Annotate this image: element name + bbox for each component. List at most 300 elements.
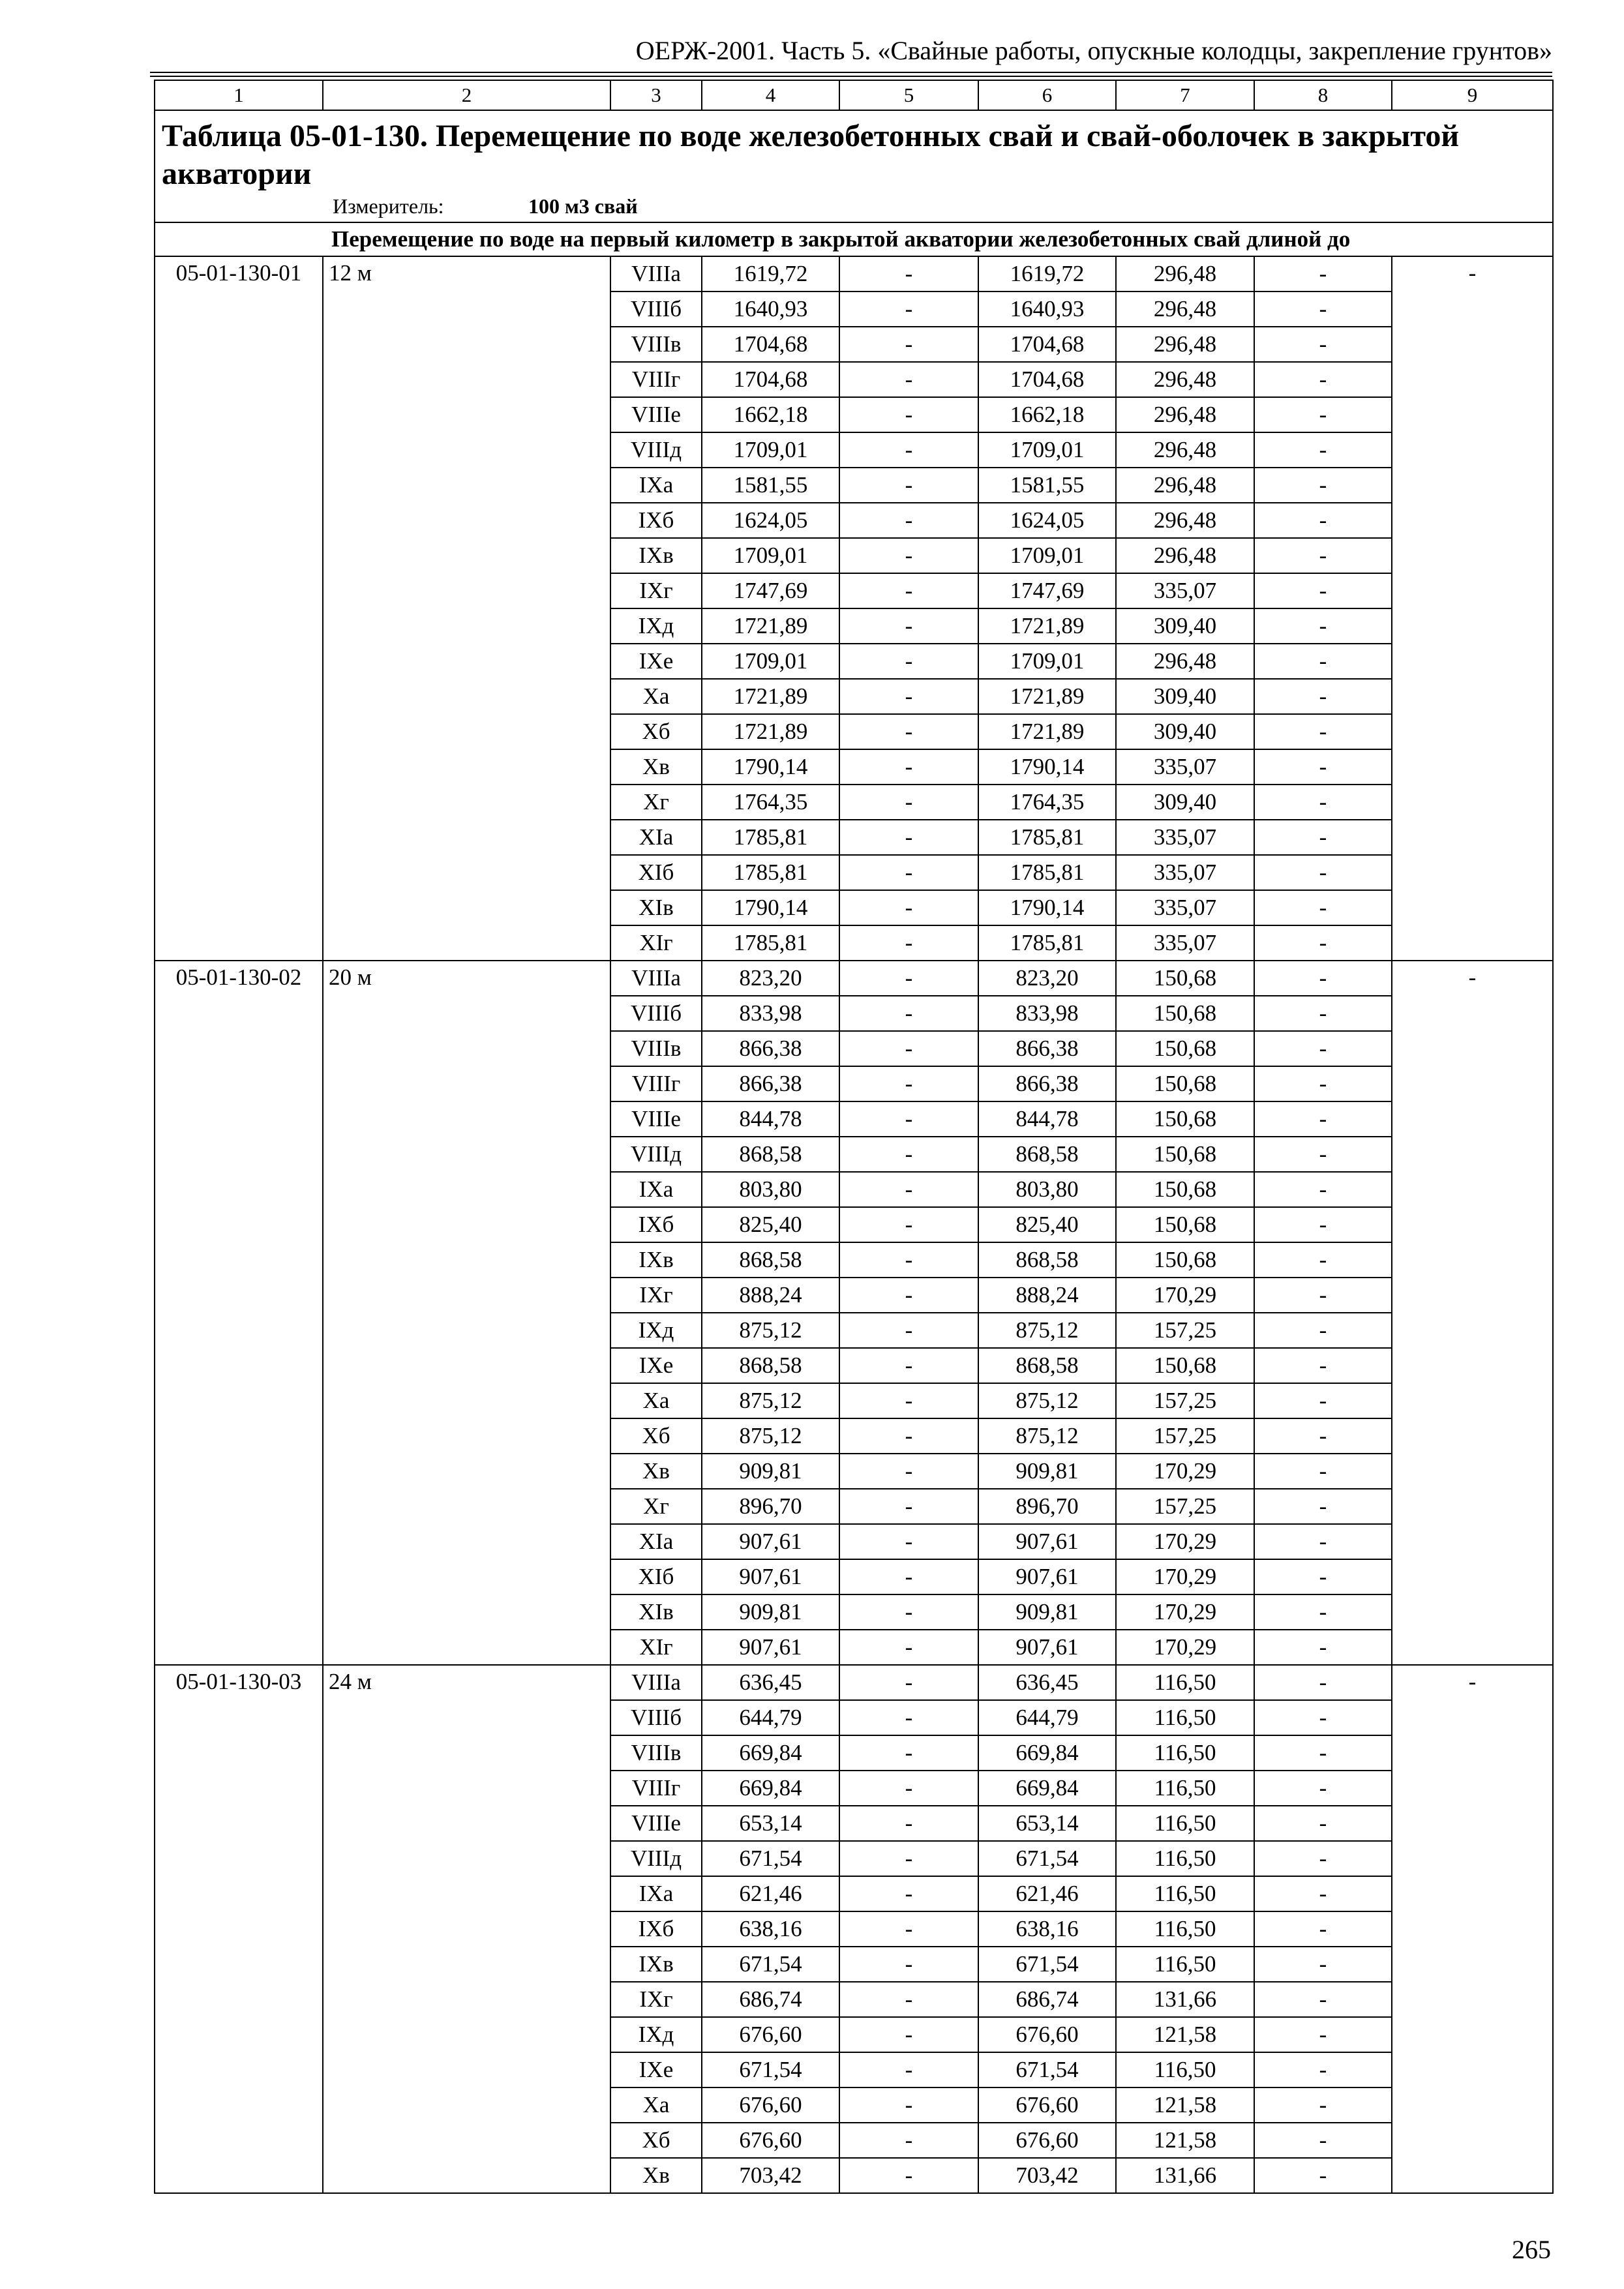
rate-code: 05-01-130-03: [155, 1665, 323, 2193]
running-header: ОЕРЖ-2001. Часть 5. «Свайные работы, опускные колодцы, закрепление грунтов»: [635, 36, 1552, 65]
labor-cost: -: [839, 538, 978, 573]
pile-length: 20 м: [323, 961, 610, 1665]
zone-class: XIв: [610, 1594, 702, 1630]
driver-wage: 116,50: [1116, 1841, 1254, 1876]
driver-wage: 150,68: [1116, 1031, 1254, 1066]
zone-class: XIб: [610, 855, 702, 890]
driver-wage: 296,48: [1116, 432, 1254, 468]
labor-cost: -: [839, 2017, 978, 2052]
machine-cost: 621,46: [978, 1876, 1116, 1911]
materials-cost: -: [1254, 1876, 1392, 1911]
labor-cost: -: [839, 1066, 978, 1101]
materials-cost: -: [1254, 1947, 1392, 1982]
labor-cost: -: [839, 503, 978, 538]
machine-cost: 638,16: [978, 1911, 1116, 1947]
driver-wage: 150,68: [1116, 1137, 1254, 1172]
driver-wage: 309,40: [1116, 608, 1254, 644]
labor-cost: -: [839, 1876, 978, 1911]
driver-wage: 131,66: [1116, 1982, 1254, 2017]
driver-wage: 335,07: [1116, 749, 1254, 785]
direct-cost: 868,58: [702, 1242, 839, 1278]
driver-wage: 121,58: [1116, 2087, 1254, 2123]
direct-cost: 803,80: [702, 1172, 839, 1207]
materials-cost: -: [1254, 1489, 1392, 1524]
zone-class: IXб: [610, 1911, 702, 1947]
labor-cost: -: [839, 644, 978, 679]
labor-cost: -: [839, 1489, 978, 1524]
materials-cost: -: [1254, 1524, 1392, 1559]
column-number: 9: [1392, 80, 1553, 110]
labor-cost: -: [839, 573, 978, 608]
zone-class: XIг: [610, 1630, 702, 1665]
col9-value: -: [1392, 1665, 1553, 2193]
machine-cost: 676,60: [978, 2017, 1116, 2052]
direct-cost: 875,12: [702, 1313, 839, 1348]
direct-cost: 909,81: [702, 1454, 839, 1489]
zone-class: VIIIв: [610, 1735, 702, 1771]
direct-cost: 907,61: [702, 1630, 839, 1665]
zone-class: VIIIб: [610, 292, 702, 327]
labor-cost: -: [839, 2123, 978, 2158]
machine-cost: 1785,81: [978, 925, 1116, 961]
direct-cost: 671,54: [702, 1841, 839, 1876]
materials-cost: -: [1254, 1665, 1392, 1700]
materials-cost: -: [1254, 468, 1392, 503]
driver-wage: 150,68: [1116, 1172, 1254, 1207]
machine-cost: 909,81: [978, 1454, 1116, 1489]
driver-wage: 116,50: [1116, 1806, 1254, 1841]
driver-wage: 309,40: [1116, 679, 1254, 714]
labor-cost: -: [839, 1278, 978, 1313]
materials-cost: -: [1254, 362, 1392, 397]
materials-cost: -: [1254, 327, 1392, 362]
labor-cost: -: [839, 996, 978, 1031]
machine-cost: 1704,68: [978, 327, 1116, 362]
direct-cost: 866,38: [702, 1031, 839, 1066]
labor-cost: -: [839, 1700, 978, 1735]
zone-class: VIIIг: [610, 1066, 702, 1101]
col9-value: -: [1392, 256, 1553, 961]
zone-class: IXа: [610, 1876, 702, 1911]
labor-cost: -: [839, 1771, 978, 1806]
materials-cost: -: [1254, 2158, 1392, 2193]
column-number-row: [155, 80, 1553, 110]
labor-cost: -: [839, 1982, 978, 2017]
direct-cost: 669,84: [702, 1771, 839, 1806]
zone-class: IXе: [610, 2052, 702, 2087]
machine-cost: 1581,55: [978, 468, 1116, 503]
driver-wage: 170,29: [1116, 1278, 1254, 1313]
machine-cost: 907,61: [978, 1630, 1116, 1665]
driver-wage: 296,48: [1116, 503, 1254, 538]
zone-class: VIIIг: [610, 362, 702, 397]
labor-cost: -: [839, 1242, 978, 1278]
labor-cost: -: [839, 292, 978, 327]
direct-cost: 823,20: [702, 961, 839, 996]
driver-wage: 296,48: [1116, 397, 1254, 432]
col9-value: -: [1392, 961, 1553, 1665]
machine-cost: 866,38: [978, 1066, 1116, 1101]
direct-cost: 644,79: [702, 1700, 839, 1735]
driver-wage: 157,25: [1116, 1489, 1254, 1524]
materials-cost: -: [1254, 644, 1392, 679]
machine-cost: 671,54: [978, 1841, 1116, 1876]
zone-class: VIIIе: [610, 1806, 702, 1841]
column-number: 4: [702, 80, 839, 110]
direct-cost: 875,12: [702, 1383, 839, 1418]
column-number: 2: [323, 80, 610, 110]
machine-cost: 1764,35: [978, 785, 1116, 820]
machine-cost: 1721,89: [978, 608, 1116, 644]
materials-cost: -: [1254, 2087, 1392, 2123]
labor-cost: -: [839, 1101, 978, 1137]
labor-cost: -: [839, 1524, 978, 1559]
labor-cost: -: [839, 785, 978, 820]
rates-table: [154, 80, 1554, 2194]
zone-class: VIIIе: [610, 1101, 702, 1137]
driver-wage: 116,50: [1116, 1735, 1254, 1771]
materials-cost: -: [1254, 855, 1392, 890]
machine-cost: 686,74: [978, 1982, 1116, 2017]
direct-cost: 1721,89: [702, 714, 839, 749]
machine-cost: 868,58: [978, 1137, 1116, 1172]
materials-cost: -: [1254, 397, 1392, 432]
labor-cost: -: [839, 820, 978, 855]
zone-class: IXе: [610, 644, 702, 679]
materials-cost: -: [1254, 1418, 1392, 1454]
machine-cost: 907,61: [978, 1559, 1116, 1594]
direct-cost: 1704,68: [702, 327, 839, 362]
zone-class: Xб: [610, 714, 702, 749]
machine-cost: 1709,01: [978, 644, 1116, 679]
labor-cost: -: [839, 1454, 978, 1489]
direct-cost: 907,61: [702, 1559, 839, 1594]
section-row: [155, 222, 1553, 256]
labor-cost: -: [839, 1911, 978, 1947]
direct-cost: 686,74: [702, 1982, 839, 2017]
materials-cost: -: [1254, 1594, 1392, 1630]
driver-wage: 150,68: [1116, 996, 1254, 1031]
materials-cost: -: [1254, 573, 1392, 608]
materials-cost: -: [1254, 503, 1392, 538]
zone-class: XIа: [610, 820, 702, 855]
labor-cost: -: [839, 1594, 978, 1630]
zone-class: XIб: [610, 1559, 702, 1594]
machine-cost: 703,42: [978, 2158, 1116, 2193]
zone-class: IXа: [610, 1172, 702, 1207]
zone-class: VIIIб: [610, 1700, 702, 1735]
machine-cost: 1662,18: [978, 397, 1116, 432]
machine-cost: 676,60: [978, 2123, 1116, 2158]
direct-cost: 1764,35: [702, 785, 839, 820]
zone-class: XIв: [610, 890, 702, 925]
driver-wage: 150,68: [1116, 1242, 1254, 1278]
machine-cost: 875,12: [978, 1313, 1116, 1348]
driver-wage: 116,50: [1116, 1665, 1254, 1700]
direct-cost: 676,60: [702, 2087, 839, 2123]
direct-cost: 909,81: [702, 1594, 839, 1630]
labor-cost: -: [839, 890, 978, 925]
labor-cost: -: [839, 397, 978, 432]
driver-wage: 296,48: [1116, 362, 1254, 397]
direct-cost: 1785,81: [702, 925, 839, 961]
materials-cost: -: [1254, 890, 1392, 925]
zone-class: VIIIа: [610, 256, 702, 292]
materials-cost: -: [1254, 1735, 1392, 1771]
zone-class: IXд: [610, 2017, 702, 2052]
driver-wage: 296,48: [1116, 644, 1254, 679]
zone-class: VIIIа: [610, 1665, 702, 1700]
materials-cost: -: [1254, 1630, 1392, 1665]
driver-wage: 170,29: [1116, 1524, 1254, 1559]
direct-cost: 875,12: [702, 1418, 839, 1454]
materials-cost: -: [1254, 2017, 1392, 2052]
direct-cost: 653,14: [702, 1806, 839, 1841]
labor-cost: -: [839, 925, 978, 961]
driver-wage: 121,58: [1116, 2123, 1254, 2158]
direct-cost: 868,58: [702, 1137, 839, 1172]
driver-wage: 157,25: [1116, 1313, 1254, 1348]
materials-cost: -: [1254, 1771, 1392, 1806]
direct-cost: 638,16: [702, 1911, 839, 1947]
zone-class: VIIIе: [610, 397, 702, 432]
labor-cost: -: [839, 1806, 978, 1841]
machine-cost: 671,54: [978, 2052, 1116, 2087]
machine-cost: 1785,81: [978, 820, 1116, 855]
materials-cost: -: [1254, 1806, 1392, 1841]
machine-cost: 868,58: [978, 1348, 1116, 1383]
labor-cost: -: [839, 1665, 978, 1700]
direct-cost: 1747,69: [702, 573, 839, 608]
zone-class: Xб: [610, 1418, 702, 1454]
machine-cost: 1709,01: [978, 538, 1116, 573]
machine-cost: 669,84: [978, 1771, 1116, 1806]
direct-cost: 1704,68: [702, 362, 839, 397]
driver-wage: 150,68: [1116, 961, 1254, 996]
labor-cost: -: [839, 749, 978, 785]
driver-wage: 296,48: [1116, 327, 1254, 362]
materials-cost: -: [1254, 996, 1392, 1031]
zone-class: VIIIг: [610, 1771, 702, 1806]
zone-class: VIIIб: [610, 996, 702, 1031]
machine-cost: 909,81: [978, 1594, 1116, 1630]
machine-cost: 875,12: [978, 1418, 1116, 1454]
materials-cost: -: [1254, 2052, 1392, 2087]
direct-cost: 1785,81: [702, 855, 839, 890]
materials-cost: -: [1254, 1207, 1392, 1242]
measure-value: 100 м3 свай: [528, 194, 638, 218]
labor-cost: -: [839, 1383, 978, 1418]
labor-cost: -: [839, 1418, 978, 1454]
driver-wage: 335,07: [1116, 925, 1254, 961]
direct-cost: 636,45: [702, 1665, 839, 1700]
labor-cost: -: [839, 1559, 978, 1594]
driver-wage: 335,07: [1116, 890, 1254, 925]
materials-cost: -: [1254, 961, 1392, 996]
column-number: 5: [839, 80, 978, 110]
driver-wage: 170,29: [1116, 1559, 1254, 1594]
labor-cost: -: [839, 608, 978, 644]
direct-cost: 1662,18: [702, 397, 839, 432]
driver-wage: 309,40: [1116, 785, 1254, 820]
zone-class: IXб: [610, 1207, 702, 1242]
table-title: Таблица 05-01-130. Перемещение по воде железобетонных свай и свай-оболочек в закрытой акватории: [162, 119, 1459, 191]
direct-cost: 1790,14: [702, 890, 839, 925]
direct-cost: 671,54: [702, 2052, 839, 2087]
zone-class: IXв: [610, 538, 702, 573]
driver-wage: 335,07: [1116, 573, 1254, 608]
materials-cost: -: [1254, 1982, 1392, 2017]
machine-cost: 907,61: [978, 1524, 1116, 1559]
labor-cost: -: [839, 2052, 978, 2087]
zone-class: IXе: [610, 1348, 702, 1383]
zone-class: VIIIд: [610, 1137, 702, 1172]
materials-cost: -: [1254, 1137, 1392, 1172]
driver-wage: 121,58: [1116, 2017, 1254, 2052]
labor-cost: -: [839, 1313, 978, 1348]
machine-cost: 1785,81: [978, 855, 1116, 890]
driver-wage: 296,48: [1116, 292, 1254, 327]
direct-cost: 676,60: [702, 2123, 839, 2158]
direct-cost: 1721,89: [702, 608, 839, 644]
zone-class: IXв: [610, 1947, 702, 1982]
direct-cost: 1709,01: [702, 644, 839, 679]
driver-wage: 296,48: [1116, 256, 1254, 292]
zone-class: IXг: [610, 1982, 702, 2017]
zone-class: Xв: [610, 749, 702, 785]
driver-wage: 116,50: [1116, 2052, 1254, 2087]
materials-cost: -: [1254, 1242, 1392, 1278]
labor-cost: -: [839, 1348, 978, 1383]
driver-wage: 150,68: [1116, 1066, 1254, 1101]
labor-cost: -: [839, 362, 978, 397]
labor-cost: -: [839, 1031, 978, 1066]
labor-cost: -: [839, 468, 978, 503]
machine-cost: 1640,93: [978, 292, 1116, 327]
driver-wage: 157,25: [1116, 1418, 1254, 1454]
column-number: 3: [610, 80, 702, 110]
materials-cost: -: [1254, 538, 1392, 573]
machine-cost: 1721,89: [978, 714, 1116, 749]
direct-cost: 676,60: [702, 2017, 839, 2052]
labor-cost: -: [839, 1137, 978, 1172]
machine-cost: 636,45: [978, 1665, 1116, 1700]
direct-cost: 866,38: [702, 1066, 839, 1101]
zone-class: Xа: [610, 1383, 702, 1418]
zone-class: VIIIд: [610, 1841, 702, 1876]
driver-wage: 296,48: [1116, 538, 1254, 573]
zone-class: Xа: [610, 2087, 702, 2123]
column-number: 6: [978, 80, 1116, 110]
zone-class: IXд: [610, 608, 702, 644]
zone-class: VIIIв: [610, 327, 702, 362]
direct-cost: 671,54: [702, 1947, 839, 1982]
labor-cost: -: [839, 1947, 978, 1982]
direct-cost: 844,78: [702, 1101, 839, 1137]
materials-cost: -: [1254, 714, 1392, 749]
direct-cost: 1619,72: [702, 256, 839, 292]
direct-cost: 1785,81: [702, 820, 839, 855]
direct-cost: 703,42: [702, 2158, 839, 2193]
labor-cost: -: [839, 1207, 978, 1242]
measure-label: Измеритель:: [333, 194, 444, 218]
zone-class: VIIIв: [610, 1031, 702, 1066]
labor-cost: -: [839, 679, 978, 714]
machine-cost: 833,98: [978, 996, 1116, 1031]
driver-wage: 150,68: [1116, 1348, 1254, 1383]
machine-cost: 671,54: [978, 1947, 1116, 1982]
driver-wage: 150,68: [1116, 1101, 1254, 1137]
driver-wage: 296,48: [1116, 468, 1254, 503]
driver-wage: 116,50: [1116, 1771, 1254, 1806]
materials-cost: -: [1254, 1383, 1392, 1418]
column-number: 1: [155, 80, 323, 110]
materials-cost: -: [1254, 925, 1392, 961]
direct-cost: 1790,14: [702, 749, 839, 785]
table-title-cell: [155, 110, 1553, 222]
machine-cost: 875,12: [978, 1383, 1116, 1418]
materials-cost: -: [1254, 1454, 1392, 1489]
machine-cost: 1619,72: [978, 256, 1116, 292]
labor-cost: -: [839, 2158, 978, 2193]
zone-class: VIIIд: [610, 432, 702, 468]
machine-cost: 1721,89: [978, 679, 1116, 714]
labor-cost: -: [839, 855, 978, 890]
materials-cost: -: [1254, 679, 1392, 714]
materials-cost: -: [1254, 785, 1392, 820]
machine-cost: 825,40: [978, 1207, 1116, 1242]
zone-class: Xв: [610, 2158, 702, 2193]
page-number: 265: [1512, 2235, 1551, 2264]
labor-cost: -: [839, 327, 978, 362]
machine-cost: 868,58: [978, 1242, 1116, 1278]
direct-cost: 833,98: [702, 996, 839, 1031]
direct-cost: 1640,93: [702, 292, 839, 327]
machine-cost: 1790,14: [978, 890, 1116, 925]
machine-cost: 1704,68: [978, 362, 1116, 397]
header-rule: [150, 72, 1552, 77]
direct-cost: 888,24: [702, 1278, 839, 1313]
direct-cost: 1581,55: [702, 468, 839, 503]
zone-class: IXв: [610, 1242, 702, 1278]
driver-wage: 116,50: [1116, 1700, 1254, 1735]
zone-class: Xв: [610, 1454, 702, 1489]
zone-class: Xб: [610, 2123, 702, 2158]
zone-class: IXг: [610, 573, 702, 608]
direct-cost: 1624,05: [702, 503, 839, 538]
materials-cost: -: [1254, 292, 1392, 327]
materials-cost: -: [1254, 1313, 1392, 1348]
direct-cost: 621,46: [702, 1876, 839, 1911]
zone-class: IXб: [610, 503, 702, 538]
machine-cost: 1747,69: [978, 573, 1116, 608]
labor-cost: -: [839, 1735, 978, 1771]
materials-cost: -: [1254, 1911, 1392, 1947]
zone-class: Xг: [610, 785, 702, 820]
measure-line: [162, 193, 1546, 222]
machine-cost: 844,78: [978, 1101, 1116, 1137]
driver-wage: 150,68: [1116, 1207, 1254, 1242]
materials-cost: -: [1254, 2123, 1392, 2158]
column-number: 8: [1254, 80, 1392, 110]
materials-cost: -: [1254, 432, 1392, 468]
table-row: [155, 1665, 1553, 1700]
zone-class: Xг: [610, 1489, 702, 1524]
materials-cost: -: [1254, 1172, 1392, 1207]
machine-cost: 1709,01: [978, 432, 1116, 468]
labor-cost: -: [839, 1841, 978, 1876]
direct-cost: 1709,01: [702, 538, 839, 573]
